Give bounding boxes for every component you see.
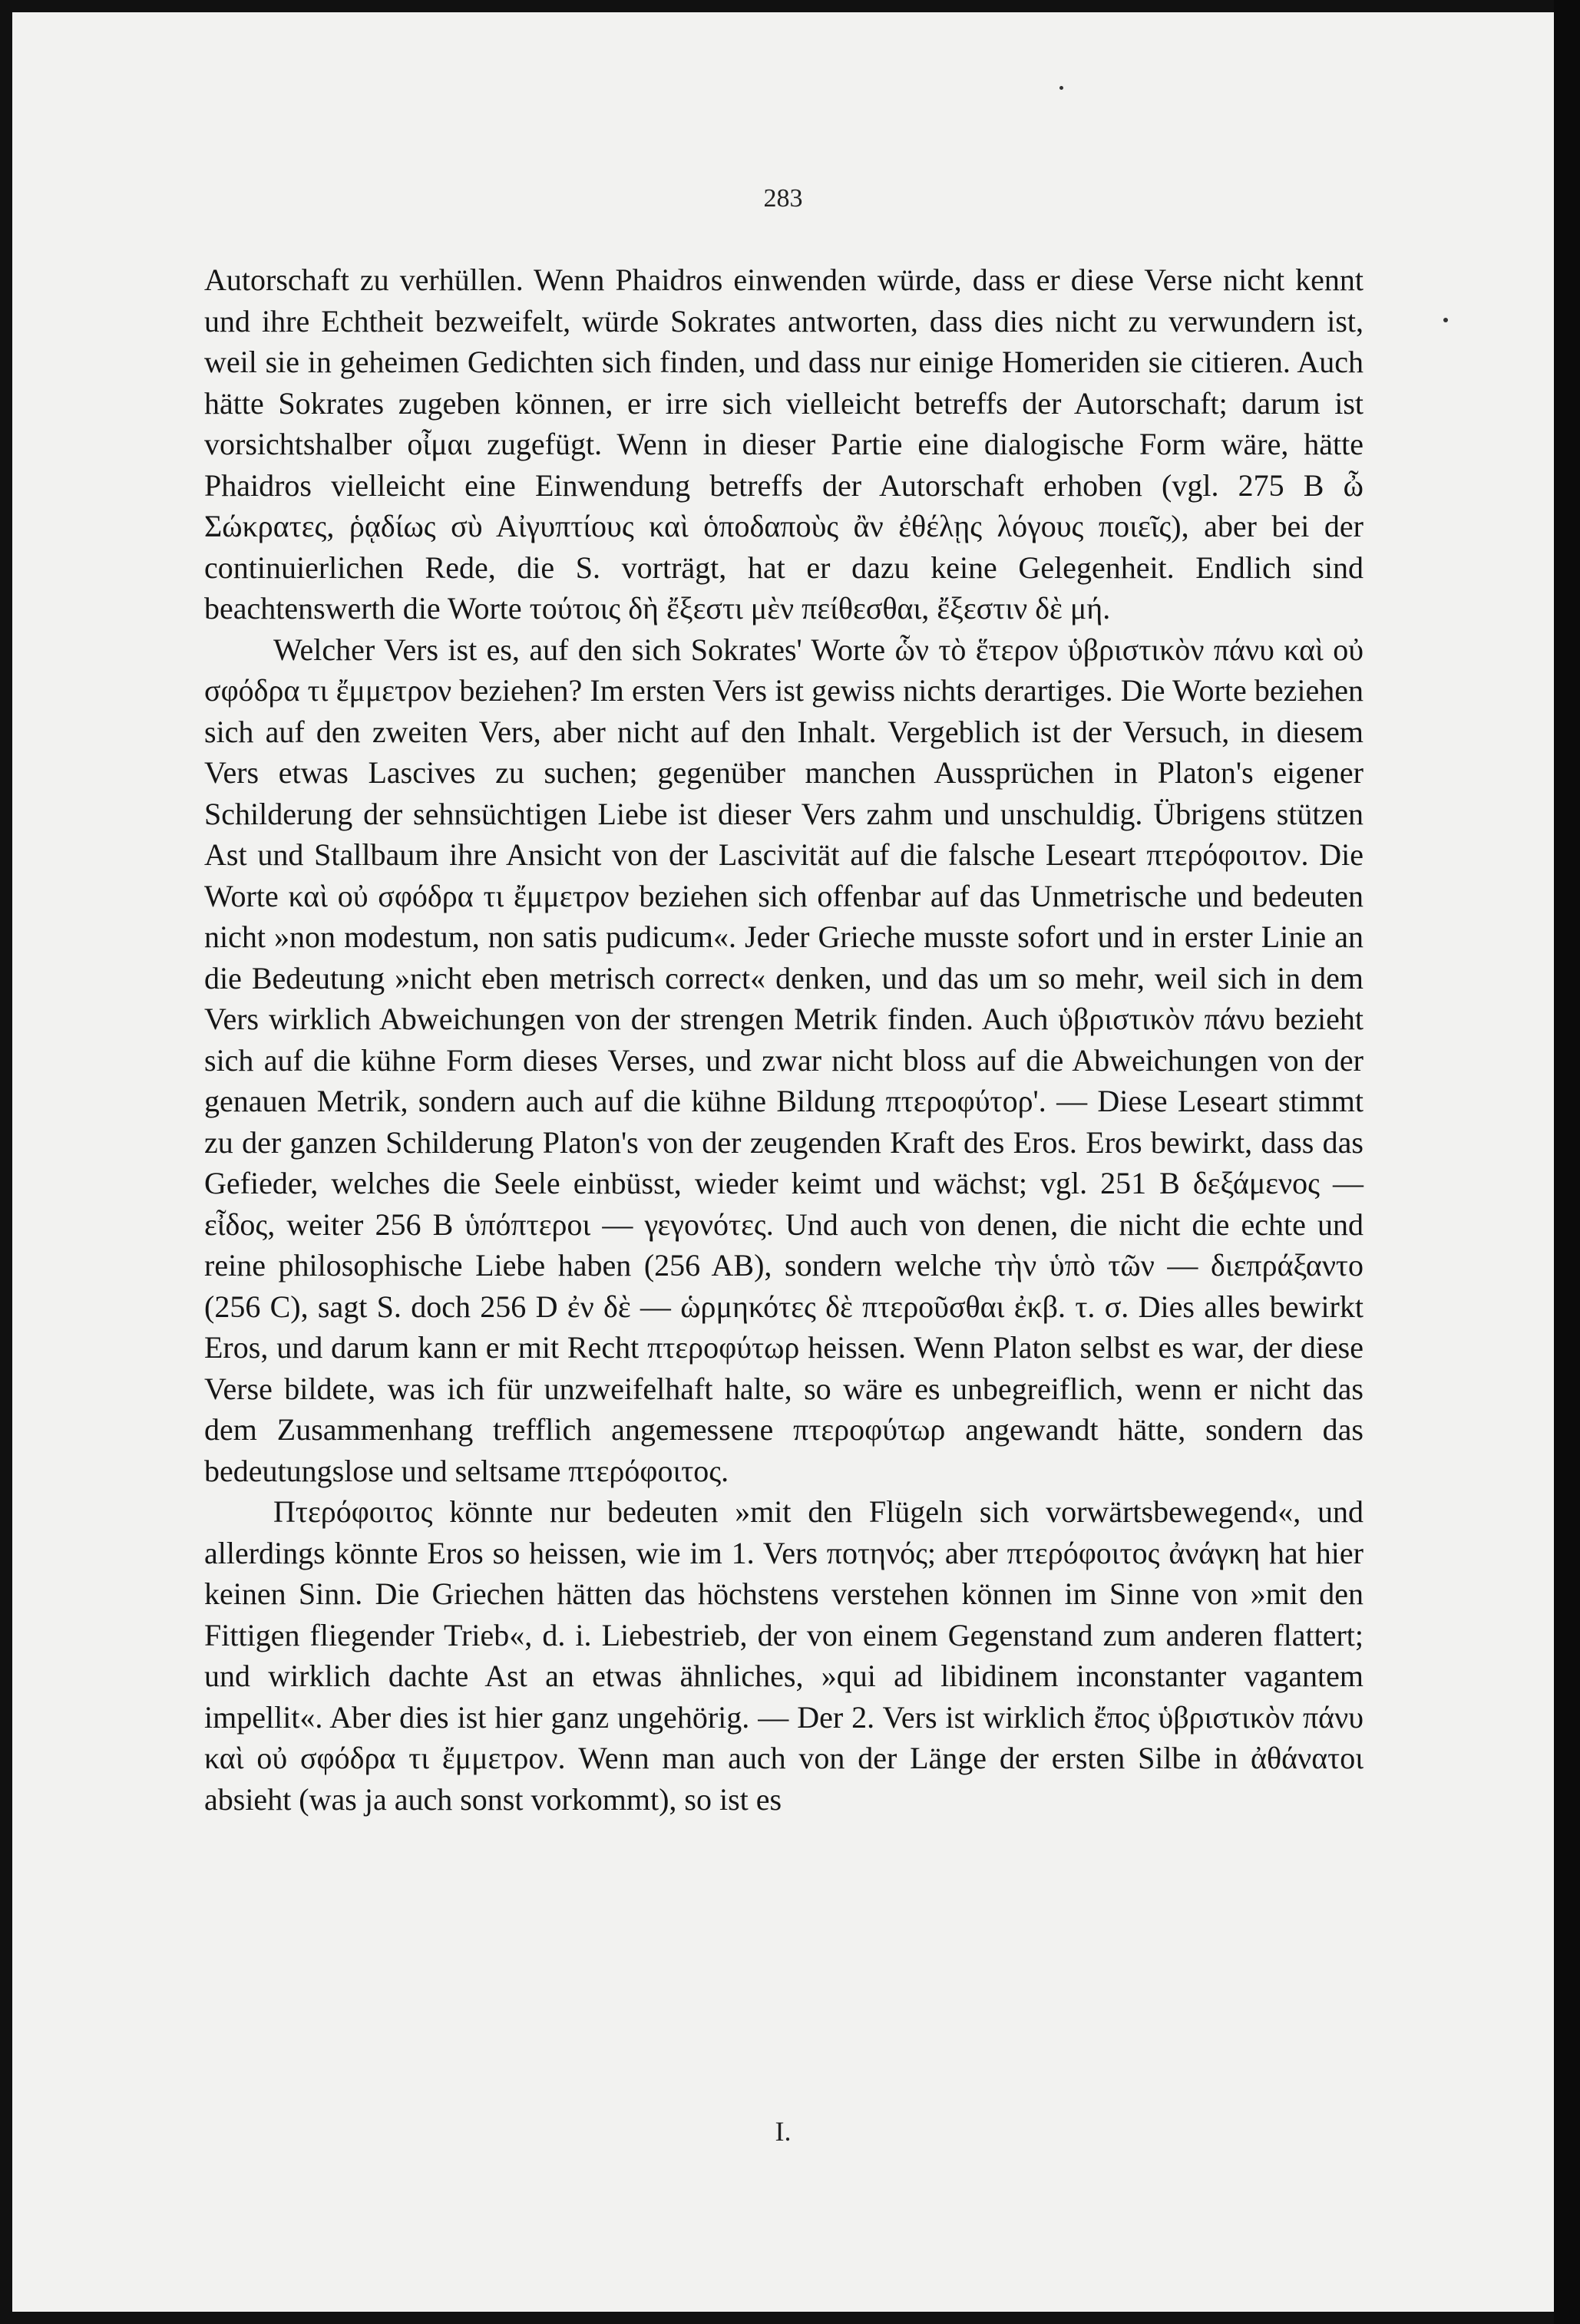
scan-speck	[1443, 318, 1448, 322]
scan-speck	[1059, 86, 1063, 90]
body-text	[204, 259, 1363, 1820]
page-number: 283	[763, 184, 803, 213]
signature-mark: I.	[775, 2116, 792, 2147]
paragraph-1: Autorschaft zu verhüllen. Wenn Phaidros einwenden würde, dass er diese Verse nicht kennt und ihre Echtheit bezweifelt, würde Sokrates antworten, dass dies nicht zu verwundern ist, weil sie in geheimen Gedichten sich finden, und dass nur einige Homeriden sie citieren. Auch hätte Sokrates zugeben können, er irre sich vielleicht betreffs der Autorschaft; darum ist vorsichtshalber οἶμαι zugefügt. Wenn in dieser Partie eine dialogische Form wäre, hätte Phaidros vielleicht eine Einwendung betreffs der Autorschaft erhoben (vgl. 275 B ὦ Σώκρατες, ῥᾳδίως σὺ Αἰγυπτίους καὶ ὁποδαποὺς ἂν ἐθέλῃς λόγους ποιεῖς), aber bei der continuierlichen Rede, die S. vorträgt, hat er dazu keine Gelegenheit. Endlich sind beachtenswerth die Worte τούτοις δὴ ἔξεστι μὲν πείθεσθαι, ἔξεστιν δὲ μή.	[204, 262, 1363, 626]
book-page	[12, 12, 1554, 2312]
scan-border	[1554, 0, 1580, 2324]
paragraph-3: Πτερόφοιτος könnte nur bedeuten »mit den Flügeln sich vorwärtsbewegend«, und allerdings könnte Eros so heissen, wie im 1. Vers ποτηνός; aber πτερόφοιτος ἀνάγκη hat hier keinen Sinn. Die Griechen hätten das höchstens verstehen können im Sinne von »mit den Fittigen fliegender Trieb«, d. i. Liebestrieb, der von einem Gegenstand zum anderen flattert; und wirklich dachte Ast an etwas ähnliches, »qui ad libidinem inconstanter vagantem impellit«. Aber dies ist hier ganz ungehörig. — Der 2. Vers ist wirklich ἔπος ὑβριστικὸν πάνυ καὶ οὐ σφόδρα τι ἔμμετρον. Wenn man auch von der Länge der ersten Silbe in ἀθάνατοι absieht (was ja auch sonst vorkommt), so ist es	[204, 1494, 1363, 1817]
paragraph-2: Welcher Vers ist es, auf den sich Sokrates' Worte ὧν τὸ ἕτερον ὑβριστικὸν πάνυ καὶ οὐ σφόδρα τι ἔμμετρον beziehen? Im ersten Vers ist gewiss nichts derartiges. Die Worte beziehen sich auf den zweiten Vers, aber nicht auf den Inhalt. Vergeblich ist der Versuch, in diesem Vers etwas Lascives zu suchen; gegenüber manchen Aussprüchen in Platon's eigener Schilderung der sehnsüchtigen Liebe ist dieser Vers zahm und unschuldig. Übrigens stützen Ast und Stallbaum ihre Ansicht von der Lascivität auf die falsche Leseart πτερόφοιτον. Die Worte καὶ οὐ σφόδρα τι ἔμμετρον beziehen sich offenbar auf das Unmetrische und bedeuten nicht »non modestum, non satis pudicum«. Jeder Grieche musste sofort und in erster Linie an die Bedeutung »nicht eben metrisch correct« denken, und das um so mehr, weil sich in dem Vers wirklich Abweichungen von der strengen Metrik finden. Auch ὑβριστικὸν πάνυ bezieht sich auf die kühne Form dieses Verses, und zwar nicht bloss auf die Abweichungen von der genauen Metrik, sondern auch auf die kühne Bildung πτεροφύτορ'. — Diese Leseart stimmt zu der ganzen Schilderung Platon's von der zeugenden Kraft des Eros. Eros bewirkt, dass das Gefieder, welches die Seele einbüsst, wieder keimt und wächst; vgl. 251 B δεξάμενος — εἶδος, weiter 256 B ὑπόπτεροι — γεγονότες. Und auch von denen, die nicht die echte und reine philosophische Liebe haben (256 AB), sondern welche τὴν ὑπὸ τῶν — διεπράξαντο (256 C), sagt S. doch 256 D ἐν δὲ — ὡρμηκότες δὲ πτεροῦσθαι ἐκβ. τ. σ. Dies alles bewirkt Eros, und darum kann er mit Recht πτεροφύτωρ heissen. Wenn Platon selbst es war, der diese Verse bildete, was ich für unzweifelhaft halte, so wäre es unbegreiflich, wenn er nicht das dem Zusammenhang trefflich angemessene πτεροφύτωρ angewandt hätte, sondern das bedeutungslose und seltsame πτερόφοιτος.	[204, 632, 1363, 1488]
